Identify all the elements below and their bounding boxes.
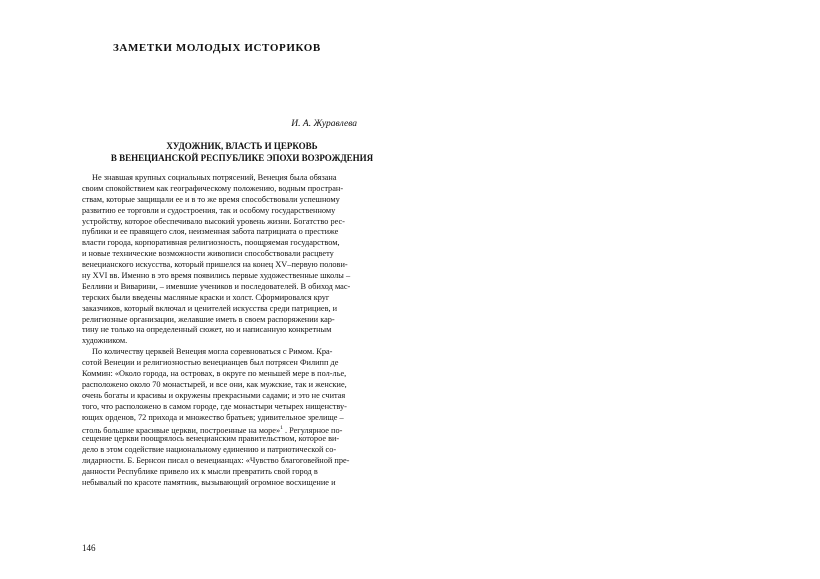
text-line: публики и ее правящего слоя, неизменная забота патрициата о престиже [82,227,339,237]
text-line: власти города, корпоративная религиозность, поощряемая государством, [82,238,340,248]
text-line: ющих орденов, 72 прихода и множество братьев; удивительное зрелище – [82,412,344,422]
article-author: И. А. Журавлева [291,119,357,129]
text-line: заказчиков, который включал и ценителей искусства среди патрициев, и [82,303,338,313]
page-number: 146 [82,543,96,553]
text-line: очень богаты и красивы и окружены прекрасными садами; и это не считая [82,390,346,400]
text-line: дело в этом содействие национальному единению и патриотической со- [82,445,337,455]
article-title-line: В ВЕНЕЦИАНСКОЙ РЕСПУБЛИКЕ ЭПОХИ ВОЗРОЖДЕНИЯ [110,153,374,163]
paragraph-1 [82,173,358,347]
text-line: художником. [82,336,128,346]
article-title-line: ХУДОЖНИК, ВЛАСТЬ И ЦЕРКОВЬ [166,141,318,151]
text-line: и новые технические возможности живописи способствовали расцвету [82,249,334,259]
text-line: расположено около 70 монастырей, и все они, как мужские, так и женские, [82,379,347,389]
text-line: По количеству церквей Венеция могла соревноваться с Римом. Кра- [92,347,333,357]
text-line: устройству, которое обеспечивало высокий уровень жизни. Богатство рес- [82,216,345,226]
article-title [57,140,427,164]
article-body [82,173,358,489]
text-line: сещение церкви поощрялось венецианским правительством, которое ви- [82,434,340,444]
text-line: религиозные организации, желавшие иметь в своем распоряжении кар- [82,314,335,324]
text-line: своим спокойствием как географическому положению, водным простран- [82,183,344,193]
text-line: сотой Венеции и религиозностью венецианцев был потрясен Филипп де [82,358,339,368]
section-title: ЗАМЕТКИ МОЛОДЫХ ИСТОРИКОВ [113,42,321,54]
text-line: Беллини и Виварини, – имевшие учеников и последователей. В обиход мас- [82,281,351,291]
text-fragment: столь большие красивые церкви, построенные на море» [82,426,281,436]
paragraph-2 [82,347,358,489]
text-line: развитию ее торговли и судостроения, так и особому государственному [82,205,336,215]
text-line: данности Республике привело их к мысли превратить свой город в [82,467,318,477]
text-line: того, что расположено в самом городе, где монастыри четырех нищенству- [82,401,347,411]
text-line-with-footnote [82,423,358,434]
footnote-marker[interactable]: 1 [280,425,283,432]
text-fragment: . Регулярное по- [282,426,343,436]
text-line: ствам, которые защищали ее и в то же время способствовали успешному [82,194,340,204]
text-line: венецианского искусства, который пришелся на конец XV–первую полови- [82,260,348,270]
text-line: лидарности. Б. Бернсон писал о венецианцах: «Чувство благоговейной пре- [82,456,350,466]
text-line: тину не только на определенный сюжет, но и написанную конкретным [82,325,332,335]
text-line: ну XVI вв. Именно в это время появились первые художественные школы – [82,271,351,281]
text-line: терских были введены масляные краски и холст. Сформировался круг [82,292,330,302]
text-line: небывалый по красоте памятник, вызывающий огромное восхищение и [82,477,336,487]
text-line: Коммин: «Около города, на островах, в округе по меньшей мере в пол-лье, [82,369,347,379]
text-line: Не знавшая крупных социальных потрясений, Венеция была обязана [92,173,337,182]
